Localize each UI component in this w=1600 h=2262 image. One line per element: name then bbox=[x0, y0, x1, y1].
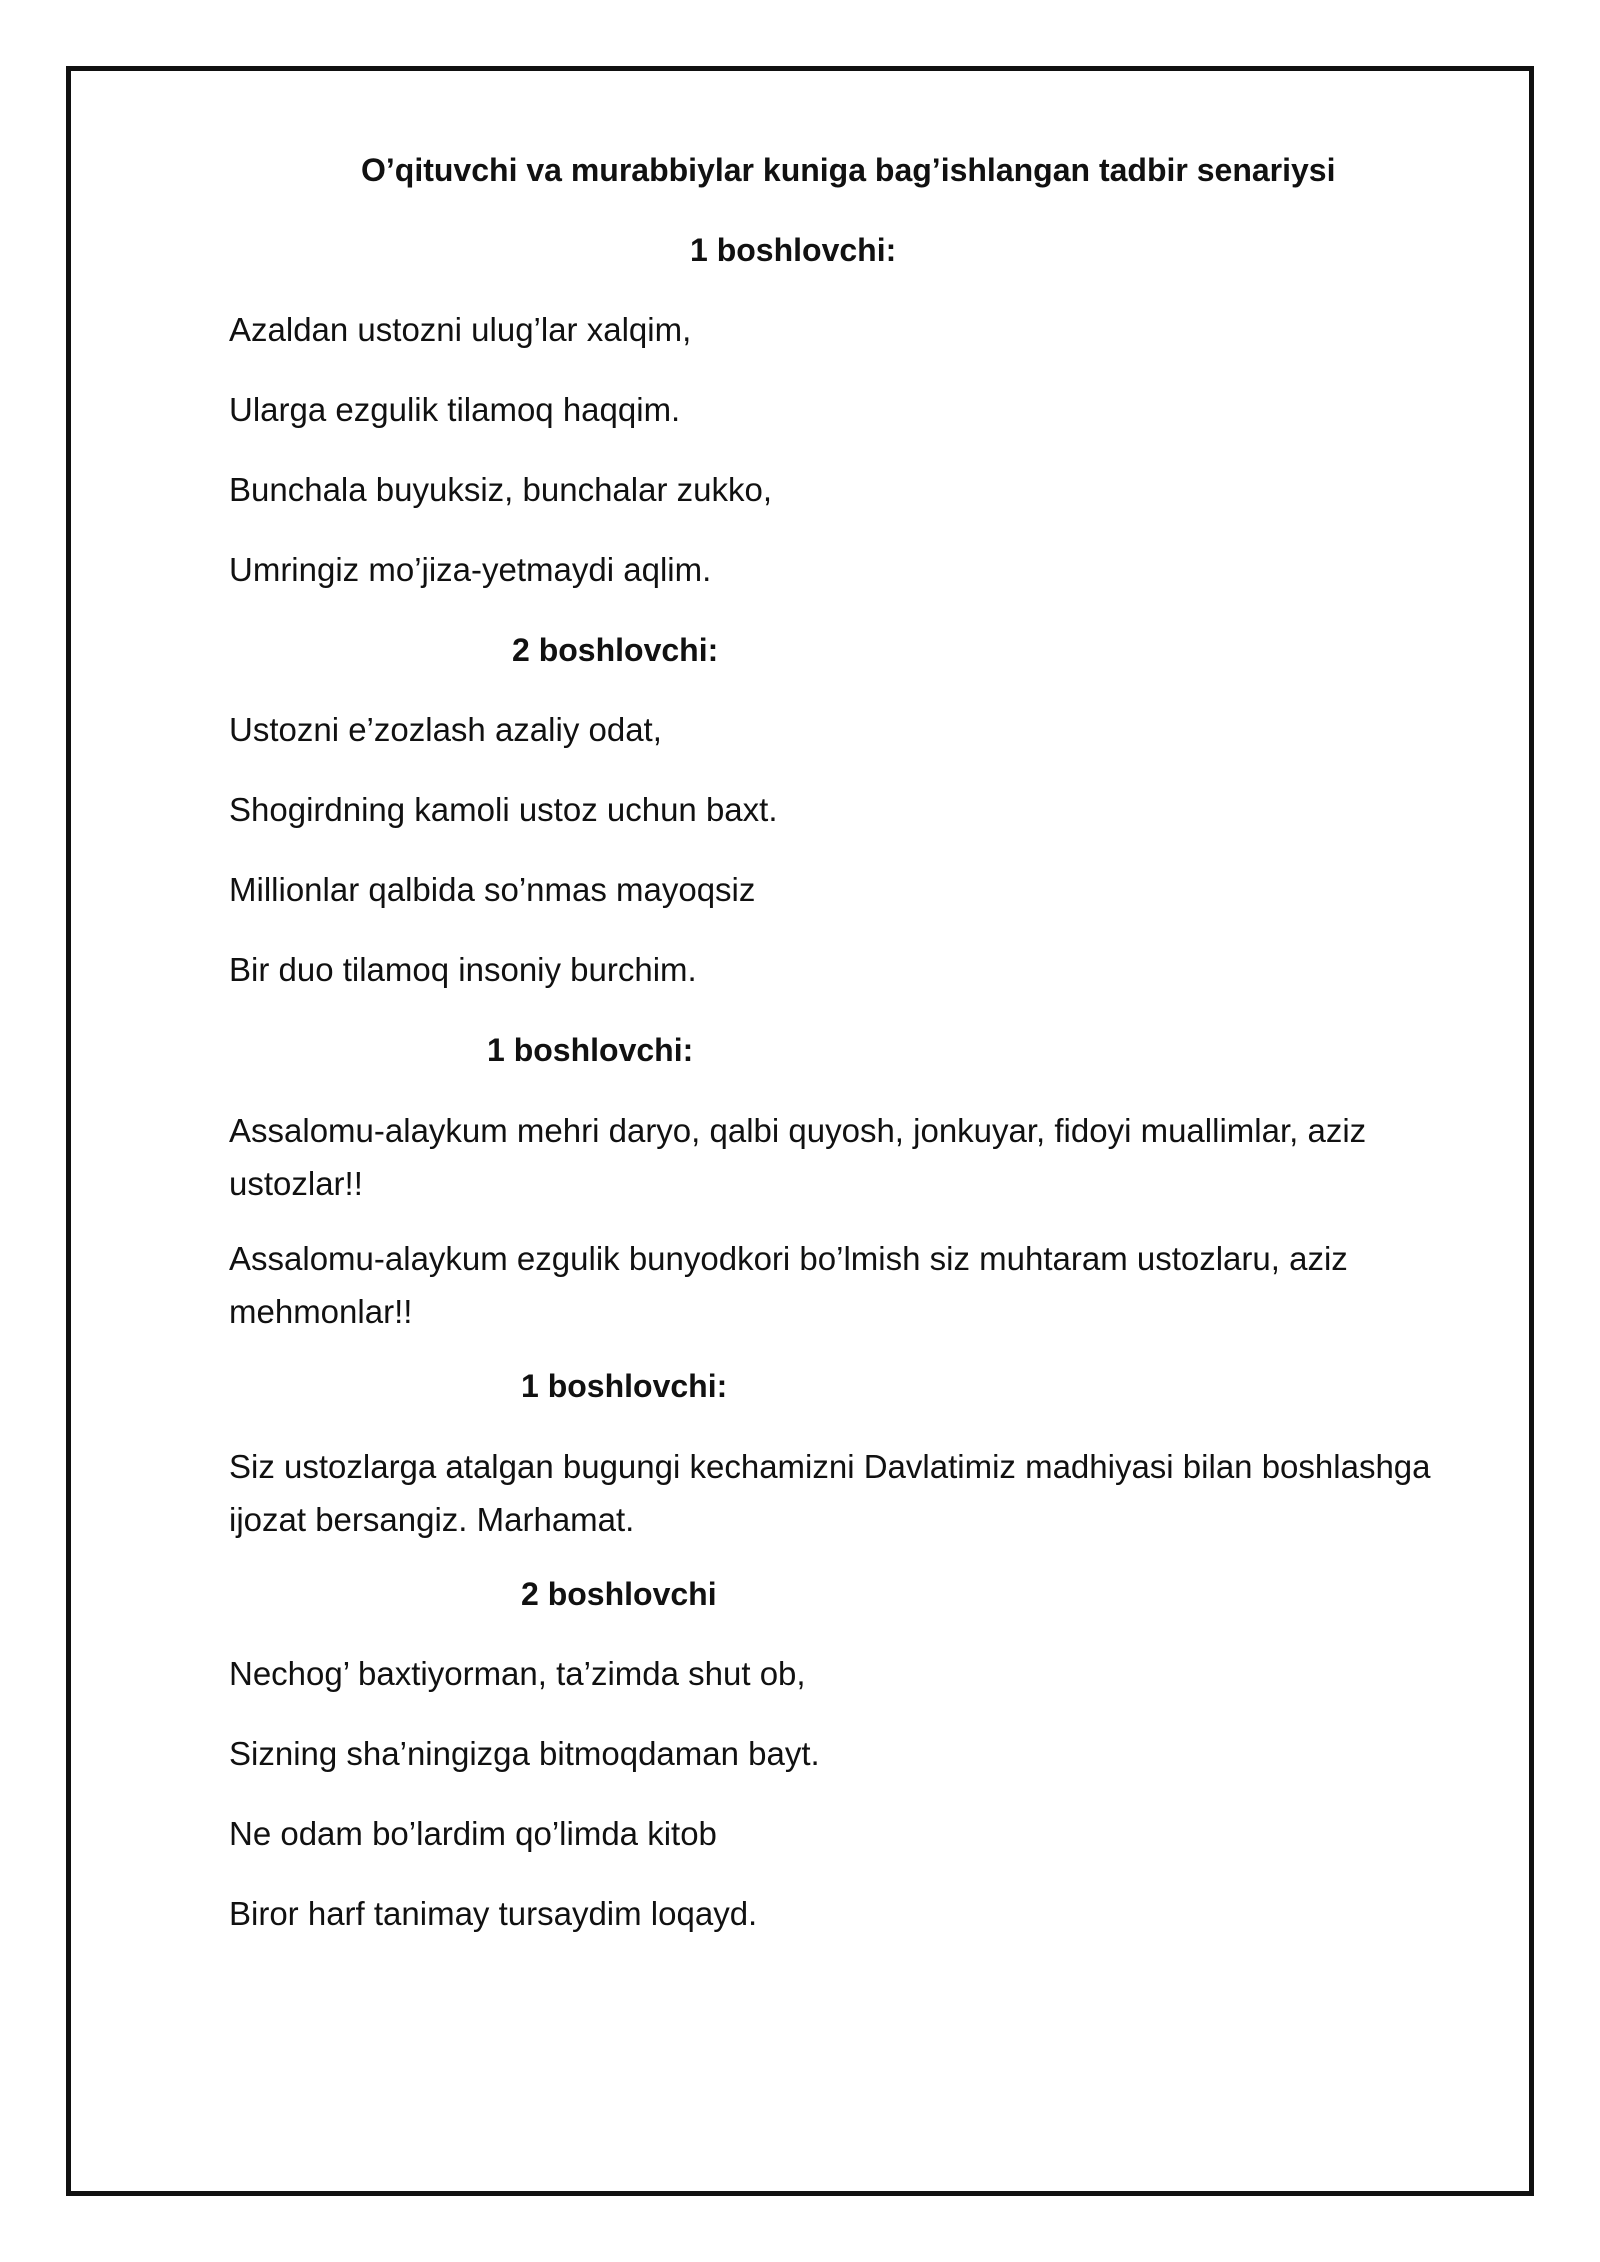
verse-line: Biror harf tanimay tursaydim loqayd. bbox=[229, 1895, 758, 1932]
verse-line: Shogirdning kamoli ustoz uchun baxt. bbox=[229, 791, 778, 828]
prose-paragraph: Siz ustozlarga atalgan bugungi kechamizni Davlatimiz madhiyasi bilan boshlashga ijozat bersangiz. Marhamat. bbox=[229, 1448, 1431, 1538]
speaker-heading: 1 boshlovchi: bbox=[487, 1032, 694, 1068]
verse-line: Umringiz mo’jiza-yetmaydi aqlim. bbox=[229, 551, 712, 588]
verse-line: Ne odam bo’lardim qo’limda kitob bbox=[229, 1815, 717, 1852]
document-title: O’qituvchi va murabbiylar kuniga bag’ishlangan tadbir senariysi bbox=[361, 152, 1336, 188]
verse-line: Nechog’ baxtiyorman, ta’zimda shut ob, bbox=[229, 1655, 806, 1692]
verse-line: Bunchala buyuksiz, bunchalar zukko, bbox=[229, 471, 772, 508]
verse-line: Ularga ezgulik tilamoq haqqim. bbox=[229, 391, 681, 428]
verse-line: Bir duo tilamoq insoniy burchim. bbox=[229, 951, 697, 988]
verse-line: Ustozni e’zozlash azaliy odat, bbox=[229, 711, 662, 748]
verse-line: Sizning sha’ningizga bitmoqdaman bayt. bbox=[229, 1735, 820, 1772]
speaker-heading: 1 boshlovchi: bbox=[521, 1368, 728, 1404]
speaker-heading: 2 boshlovchi: bbox=[512, 632, 719, 668]
verse-line: Azaldan ustozni ulug’lar xalqim, bbox=[229, 311, 692, 348]
document-body bbox=[229, 150, 1489, 1974]
prose-paragraph: Assalomu-alaykum ezgulik bunyodkori bo’lmish siz muhtaram ustozlaru, aziz mehmonlar!! bbox=[229, 1240, 1348, 1330]
prose-paragraph: Assalomu-alaykum mehri daryo, qalbi quyosh, jonkuyar, fidoyi muallimlar, aziz ustozlar!! bbox=[229, 1112, 1367, 1202]
verse-line: Millionlar qalbida so’nmas mayoqsiz bbox=[229, 871, 756, 908]
speaker-heading: 1 boshlovchi: bbox=[690, 232, 897, 268]
speaker-heading: 2 boshlovchi bbox=[521, 1576, 717, 1612]
